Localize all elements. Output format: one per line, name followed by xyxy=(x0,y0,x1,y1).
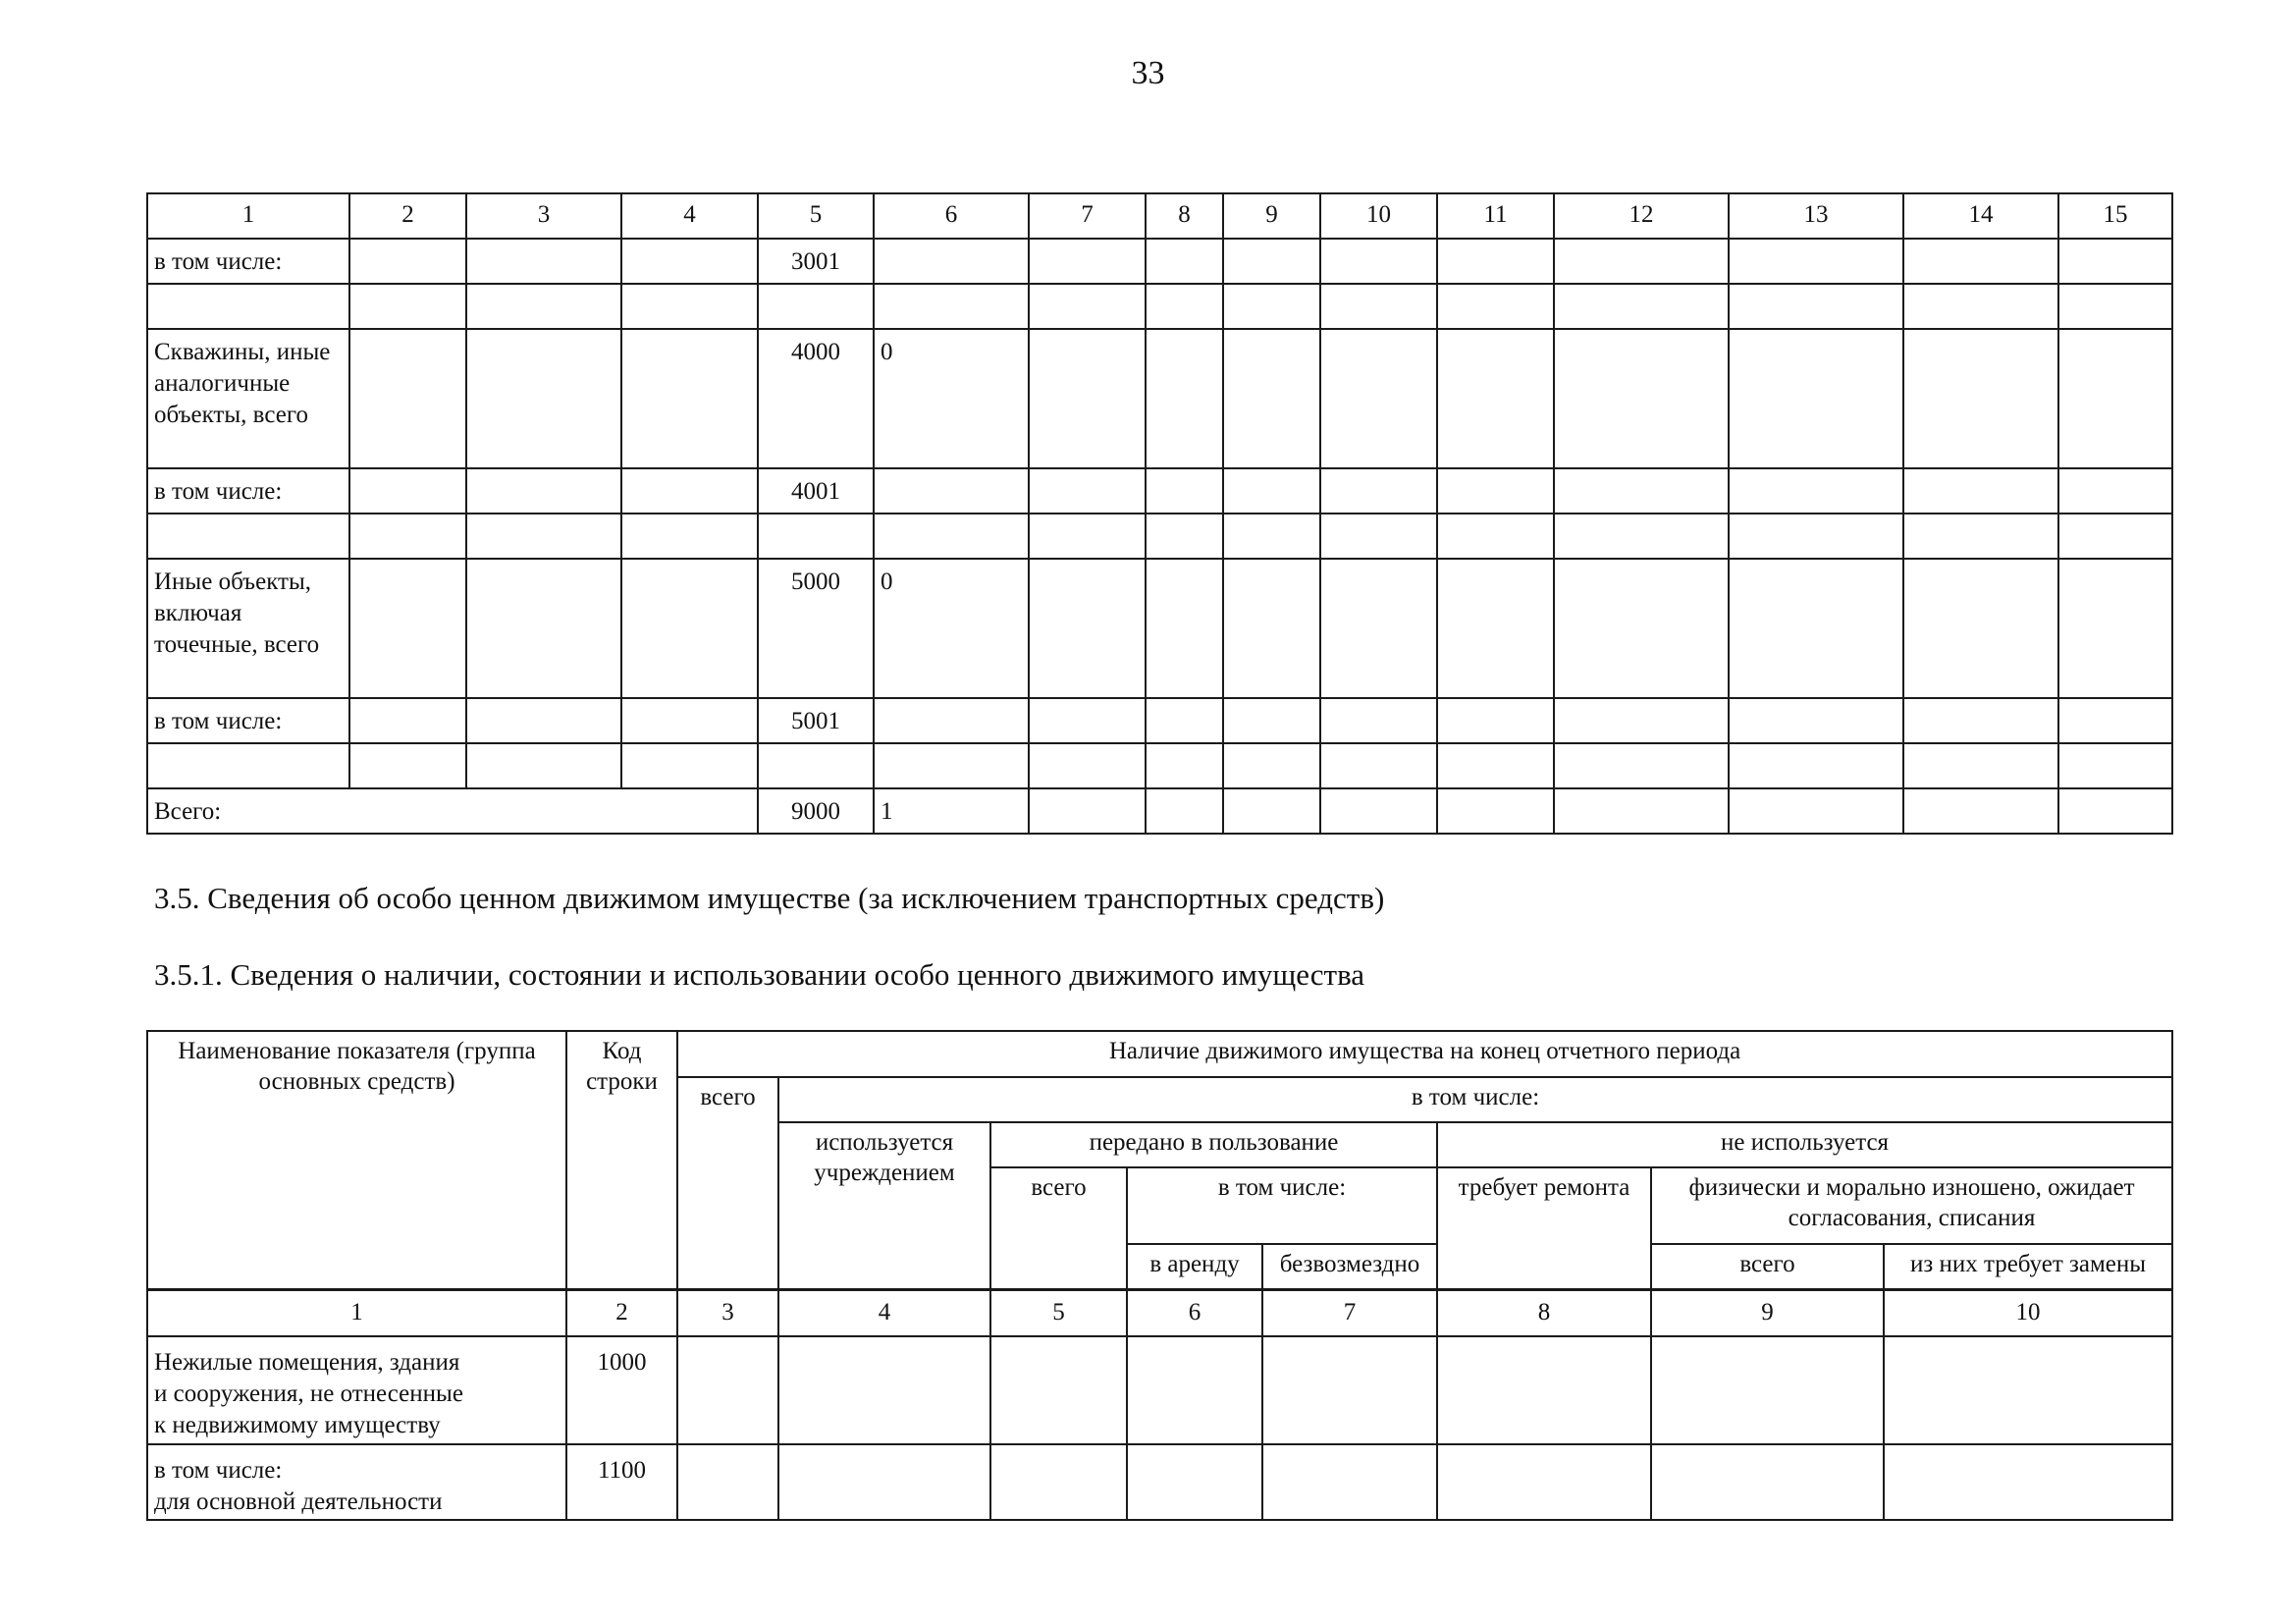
row-code: 1000 xyxy=(566,1336,677,1444)
row-code: 4000 xyxy=(758,329,874,468)
column-number: 11 xyxy=(1437,193,1554,239)
header-used: используется учреждением xyxy=(778,1122,990,1289)
row-code: 5001 xyxy=(758,698,874,743)
column-number: 10 xyxy=(1884,1290,2172,1336)
column-number: 7 xyxy=(1262,1290,1437,1336)
header-transferred-total: всего xyxy=(990,1167,1127,1289)
row-code xyxy=(758,284,874,329)
header-needs-repair: требует ремонта xyxy=(1437,1167,1651,1289)
column-number: 13 xyxy=(1729,193,1903,239)
header-rent: в аренду xyxy=(1127,1244,1262,1289)
column-number: 4 xyxy=(621,193,758,239)
header-transferred: передано в пользование xyxy=(990,1122,1437,1167)
table-row xyxy=(147,559,2172,698)
section-heading-3-5: 3.5. Сведения об особо ценном движимом имуществе (за исключением транспортных средств) xyxy=(154,881,1385,915)
column-number: 15 xyxy=(2058,193,2172,239)
section-heading-3-5-1: 3.5.1. Сведения о наличии, состоянии и использовании особо ценного движимого имущества xyxy=(154,957,1365,992)
movable-property-table xyxy=(146,1289,2173,1521)
row-name xyxy=(147,743,349,788)
column-number: 2 xyxy=(566,1290,677,1336)
row-name-line: и сооружения, не отнесенные xyxy=(154,1380,463,1407)
total-row xyxy=(147,788,2172,834)
header-worn-total: всего xyxy=(1651,1244,1884,1289)
table-row xyxy=(147,1336,2172,1444)
column-number: 3 xyxy=(677,1290,778,1336)
header-availability: Наличие движимого имущества на конец отчетного периода xyxy=(677,1031,2172,1077)
row-name xyxy=(147,1336,566,1444)
row-name: Иные объекты, включая точечные, всего xyxy=(147,559,349,698)
column-number: 7 xyxy=(1029,193,1146,239)
table-row xyxy=(147,698,2172,743)
row-value xyxy=(874,284,1029,329)
row-value xyxy=(874,514,1029,559)
header-total: всего xyxy=(677,1077,778,1289)
table-row xyxy=(147,468,2172,514)
row-name-line: для основной деятельности xyxy=(154,1488,443,1515)
row-name xyxy=(147,284,349,329)
table-row xyxy=(147,743,2172,788)
row-name-line: к недвижимому имуществу xyxy=(154,1412,441,1438)
table-row xyxy=(147,1444,2172,1520)
header-free: безвозмездно xyxy=(1262,1244,1437,1289)
column-number: 2 xyxy=(349,193,466,239)
column-number: 14 xyxy=(1903,193,2058,239)
column-number: 1 xyxy=(147,193,349,239)
header-worn-out: физически и морально изношено, ожидает согласования, списания xyxy=(1651,1167,2172,1244)
column-number: 10 xyxy=(1320,193,1437,239)
row-code xyxy=(758,743,874,788)
row-name xyxy=(147,514,349,559)
total-label: Всего: xyxy=(147,788,758,834)
table-row xyxy=(147,239,2172,284)
row-value xyxy=(874,468,1029,514)
table-row xyxy=(147,514,2172,559)
header-not-used: не используется xyxy=(1437,1122,2172,1167)
row-name-line: в том числе: xyxy=(154,1457,283,1484)
column-number: 9 xyxy=(1223,193,1320,239)
movable-property-header xyxy=(146,1030,2173,1290)
header-indicator: Наименование показателя (группа основных средств) xyxy=(147,1031,566,1289)
column-number: 3 xyxy=(466,193,621,239)
table-row xyxy=(147,284,2172,329)
total-code: 9000 xyxy=(758,788,874,834)
row-name-line: Нежилые помещения, здания xyxy=(154,1349,460,1376)
header-including: в том числе: xyxy=(778,1077,2172,1122)
property-table-continuation xyxy=(146,192,2173,835)
column-number: 6 xyxy=(874,193,1029,239)
row-code: 4001 xyxy=(758,468,874,514)
row-name: в том числе: xyxy=(147,468,349,514)
row-code: 3001 xyxy=(758,239,874,284)
table-row xyxy=(147,329,2172,468)
column-numbers-row xyxy=(147,1290,2172,1336)
row-name xyxy=(147,1444,566,1520)
header-needs-replacement: из них требует замены xyxy=(1884,1244,2172,1289)
row-code xyxy=(758,514,874,559)
row-value: 0 xyxy=(874,559,1029,698)
row-code: 1100 xyxy=(566,1444,677,1520)
row-value: 0 xyxy=(874,329,1029,468)
row-value xyxy=(874,743,1029,788)
column-numbers-row xyxy=(147,193,2172,239)
column-number: 8 xyxy=(1146,193,1223,239)
column-number: 12 xyxy=(1554,193,1729,239)
total-value: 1 xyxy=(874,788,1029,834)
column-number: 1 xyxy=(147,1290,566,1336)
header-code: Код строки xyxy=(566,1031,677,1289)
row-value xyxy=(874,698,1029,743)
row-name: в том числе: xyxy=(147,698,349,743)
page-number: 33 xyxy=(1131,55,1165,91)
header-transferred-including: в том числе: xyxy=(1127,1167,1437,1244)
column-number: 4 xyxy=(778,1290,990,1336)
column-number: 5 xyxy=(990,1290,1127,1336)
row-name: Скважины, иные аналогичные объекты, всего xyxy=(147,329,349,468)
column-number: 6 xyxy=(1127,1290,1262,1336)
row-name: в том числе: xyxy=(147,239,349,284)
column-number: 9 xyxy=(1651,1290,1884,1336)
column-number: 8 xyxy=(1437,1290,1651,1336)
row-value xyxy=(874,239,1029,284)
row-code: 5000 xyxy=(758,559,874,698)
column-number: 5 xyxy=(758,193,874,239)
